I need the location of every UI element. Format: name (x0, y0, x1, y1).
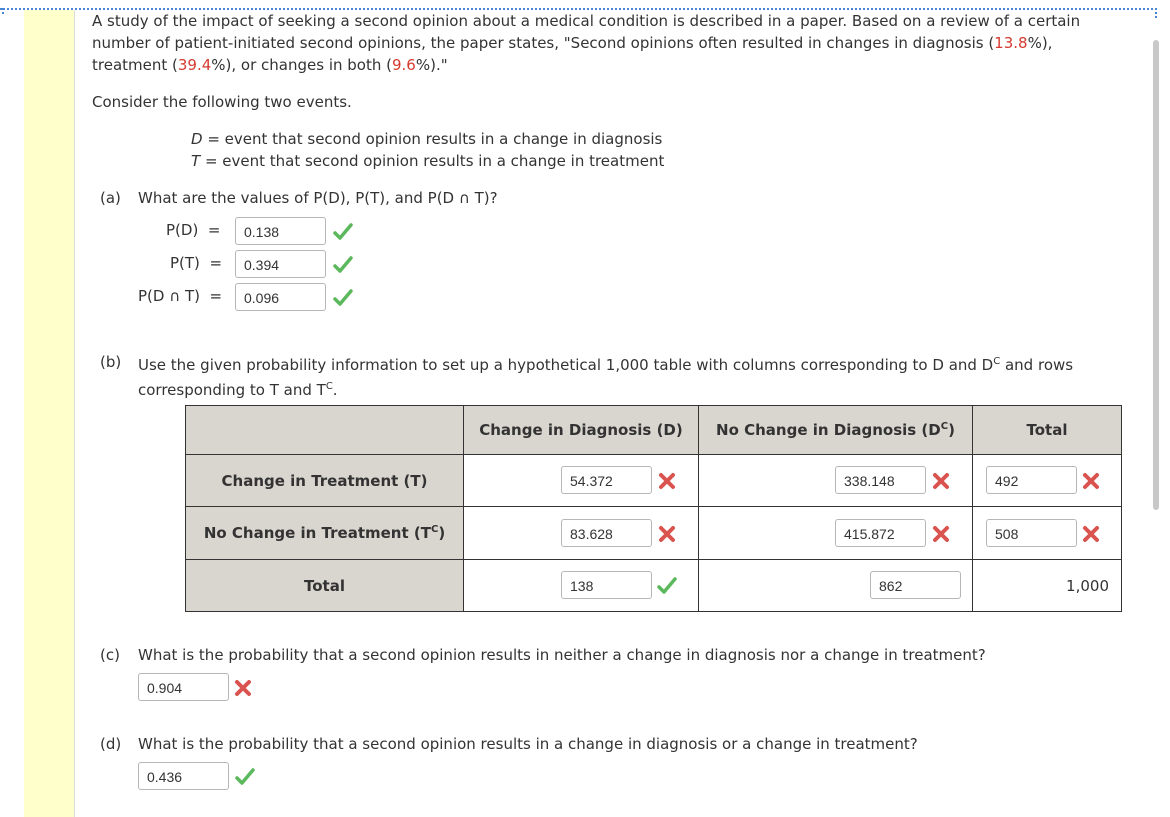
cell-treat-nodiag (699, 455, 973, 507)
x-icon (232, 677, 254, 699)
row-header-treatment: Change in Treatment (T) (186, 455, 464, 507)
part-c-question: What is the probability that a second opinion results in neither a change in diagnosis nor a change in treatment? (138, 646, 986, 664)
table-corner (186, 406, 464, 455)
cell-treat-total (973, 455, 1122, 507)
checkmark-icon (332, 254, 354, 276)
part-c-input[interactable]: 0.904 (138, 673, 229, 701)
intro-line-3: treatment (39.4%), or changes in both (9.6%)." (92, 56, 448, 74)
part-b-label: (b) (100, 353, 122, 371)
pt-label: P(T) = (170, 254, 223, 272)
event-d-definition: D = event that second opinion results in a change in diagnosis (191, 130, 663, 148)
scrollbar[interactable] (1153, 40, 1159, 510)
hypothetical-1000-table (185, 405, 1122, 612)
cell-total-diag (464, 560, 699, 612)
part-d-label: (d) (100, 735, 122, 753)
cell-treat-diag (464, 455, 699, 507)
cell-input[interactable]: 54.372 (561, 466, 652, 494)
x-icon (1080, 470, 1102, 492)
cell-input[interactable]: 138 (561, 571, 652, 599)
cell-input[interactable]: 338.148 (835, 466, 926, 494)
cell-notreat-total (973, 507, 1122, 560)
pt-input[interactable]: 0.394 (235, 250, 326, 278)
event-t-definition: T = event that second opinion results in a change in treatment (191, 152, 665, 170)
cell-notreat-nodiag (699, 507, 973, 560)
x-icon (1080, 523, 1102, 545)
row-header-no-treatment: No Change in Treatment $(T^C)$ (186, 507, 464, 560)
checkmark-icon (332, 287, 354, 309)
left-margin-bar (24, 10, 75, 817)
checkmark-icon (234, 766, 256, 788)
cell-input[interactable]: 83.628 (561, 519, 652, 547)
part-d-question: What is the probability that a second opinion results in a change in diagnosis or a change in treatment? (138, 735, 918, 753)
pdt-label: P(D ∩ T) = (138, 287, 223, 305)
row-header-total: Total (186, 560, 464, 612)
pdt-input[interactable]: 0.096 (235, 283, 326, 311)
intro-line-2: number of patient-initiated second opinions, the paper states, "Second opinions often resulted in changes in diagnosis (13.8%), (92, 34, 1053, 52)
part-c-label: (c) (100, 646, 120, 664)
intro-line-1: A study of the impact of seeking a second opinion about a medical condition is described in a paper. Based on a review of a certain (92, 12, 1081, 30)
x-icon (656, 470, 678, 492)
part-d-input[interactable]: 0.436 (138, 762, 229, 790)
x-icon (930, 470, 952, 492)
pd-label: P(D) = (166, 221, 221, 239)
col-header-no-diagnosis: No Change in Diagnosis $(D^C)$ (699, 406, 973, 455)
frame-corner (1155, 8, 1157, 18)
part-b-question-line-1: Use the given probability information to set up a hypothetical 1,000 table with columns corresponding to D and $D^C$ and rows (138, 356, 1074, 374)
cell-grand-total: 1,000 (973, 560, 1122, 612)
checkmark-icon (332, 221, 354, 243)
pd-input[interactable]: 0.138 (235, 217, 326, 245)
checkmark-icon (656, 575, 678, 597)
x-icon (656, 523, 678, 545)
cell-input[interactable]: 508 (986, 519, 1077, 547)
part-a-label: (a) (100, 189, 121, 207)
col-header-total: Total (973, 406, 1122, 455)
cell-total-nodiag (699, 560, 973, 612)
consider-text: Consider the following two events. (92, 93, 352, 111)
x-icon (930, 523, 952, 545)
frame-corner (2, 8, 4, 14)
col-header-diagnosis: Change in Diagnosis (D) (464, 406, 699, 455)
cell-input[interactable]: 415.872 (835, 519, 926, 547)
cell-notreat-diag (464, 507, 699, 560)
cell-input[interactable]: 492 (986, 466, 1077, 494)
part-a-question: What are the values of P(D), P(T), and P(D ∩ T)? (138, 189, 498, 207)
cell-input[interactable]: 862 (870, 571, 961, 599)
part-b-question-line-2: corresponding to T and $T^C$. (138, 381, 338, 399)
